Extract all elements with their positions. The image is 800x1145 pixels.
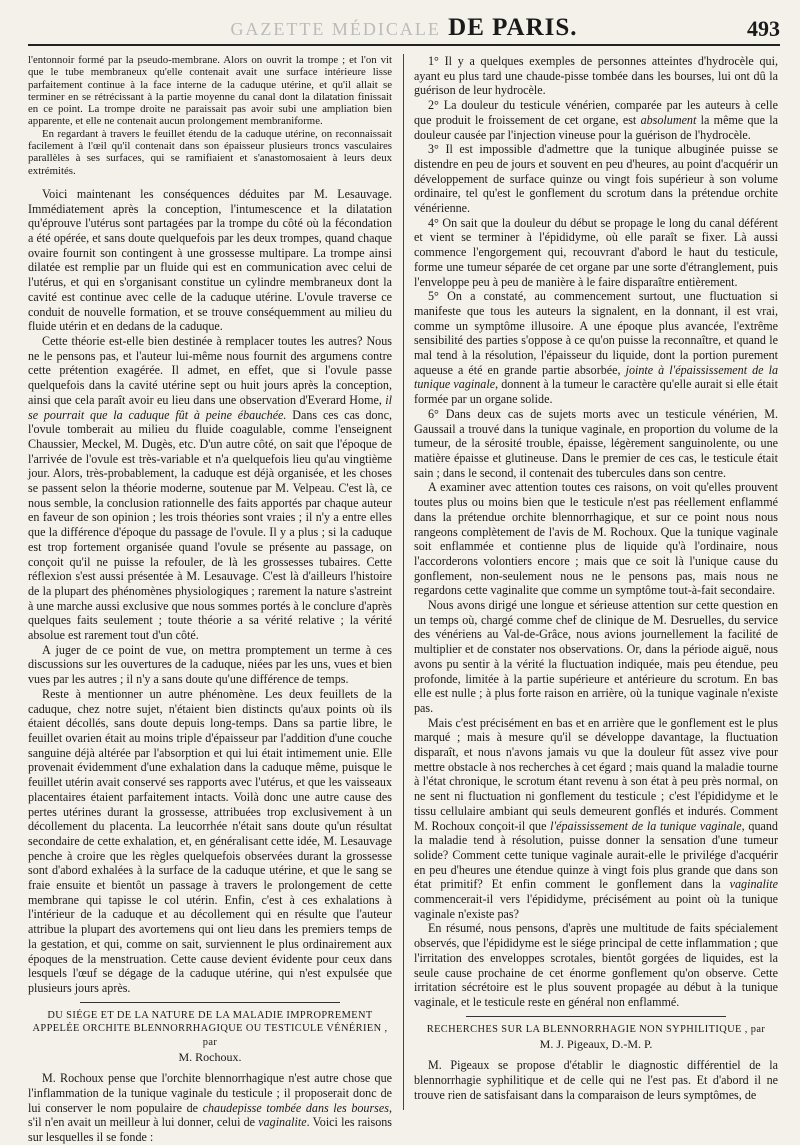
paragraph: A juger de ce point de vue, on mettra promptement un terme à ces discussions sur les ouvertures de la caduque, niées par les uns, vues et bien vues par les autres ; il n'y a sans doute qu'une différence de temps. (28, 642, 392, 687)
paragraph: M. Rochoux pense que l'orchite blennorrhagique n'est autre chose que l'inflammation de la tunique vaginale du testicule ; il proposerait donc de lui conserver le nom populaire de chaudepisse tombée dans les bourses, s'il n'en avait un meilleur à lui donner, celui de vaginalite. Voici les raisons sur lesquelles il se fonde : (28, 1071, 392, 1144)
page-number: 493 (747, 16, 780, 41)
section-divider (466, 1016, 726, 1017)
paragraph: Voici maintenant les conséquences déduites par M. Lesauvage. Immédiatement après la conception, l'intumescence et la dilatation qu'éprouve l'utérus sont partagées par la trompe du côté où la fécondation a été opérée, et sans doute quelquefois par les deux trompes, quand chaque ovaire fournit son contingent à une grossesse multipare. La trompe ainsi dilatée est remplie par un fluide qui est en communication avec celui de l'utérus, et qui en s'organisant constitue un cylindre membraneux dont la cavité est continue avec celle de la caduque utérine. L'ovule traverse ce conduit de nouvelle formation, et se trouve conséquemment au milieu du fluide utérin et en dedans de la caduque. (28, 186, 392, 334)
newspaper-page (28, 10, 780, 1144)
paragraph: 1° Il y a quelques exemples de personnes atteintes d'hydrocèle qui, ayant eu plus tard une chaude-pisse tombée dans les bourses, lui ont dû la guérison de leur hydrocèle. (414, 54, 778, 98)
section-author: M. J. Pigeaux, D.-M. P. (539, 1037, 653, 1052)
paragraph: 6° Dans deux cas de sujets morts avec un testicule vénérien, M. Gaussail a trouvé dans la tunique vaginale, en proportion du volume de la tumeur, de la sérosité trouble, épaisse, légèrement sanguinolente, ou une matière épaisse et glutineuse. Dans le premier de ces cas, le testicule était sain ; dans le second, il contenait des tubercules dans son centre. (414, 406, 778, 480)
section-divider (80, 1002, 340, 1003)
paragraph: Cette théorie est-elle bien destinée à remplacer toutes les autres? Nous ne le pensons pas, et l'auteur lui-même nous fournit des argumens contre cette prétention exagérée. Il admet, en effet, que si l'ovule passe quelquefois dans la cavité utérine sept ou huit jours après la conception, ainsi que cela paraît avoir eu lieu dans une observation d'Everard Home, il se pourrait que la caduque fût à peine ébauchée. Dans ces cas donc, l'ovule tomberait au milieu du fluide coagulable, comme l'enseignent Chaussier, Meckel, M. Dugès, etc. D'un autre côté, on sait que l'époque de l'arrivée de l'ovule est très-variable et n'a quelquefois lieu qu'au vingtième jour. Alors, très-probablement, la caduque est déjà organisée, et les choses se passent selon la théorie moderne, soutenue par M. Velpeau. C'est là, ce nous semble, la conclusion rationnelle des faits apportés par chaque auteur en faveur de son opinion ; les trois théories sont vraies ; il n'y a entre elles que la différence d'époque du passage de l'ovule. Il y a plus ; si la caduque est trop fortement organisée quand l'ovule se présente au passage, on conçoit qu'il ne puisse la refouler, de là les grossesses tubaires. Cette réflexion s'est aussi présentée à M. Lesauvage. C'est là d'ailleurs l'histoire de la plupart des phénomènes physiologiques ; rarement la nature s'astreint à une marche aussi exclusive que nous sommes portés à le conclure d'après quelques faits seulement ; toute théorie a sa vérité relative ; la vérité absolue est rarement tout d'un côté. (28, 334, 392, 643)
left-column (28, 54, 392, 1144)
paragraph: A examiner avec attention toutes ces raisons, on voit qu'elles prouvent toutes plus ou moins bien que le testicule n'est pas réellement enflammé dans la prétendue orchite blennorrhagique, et sur ce point nous nous rangeons complètement de l'avis de M. Rochoux. Que la tunique vaginale soit enflammée et contienne plus de liquide qu'à l'ordinaire, nous l'accorderons volontiers encore ; mais que ce soit là l'unique cause du gonflement, non-seulement nous ne le pensons pas, mais nous ne regardons cette vaginalite que comme un symptôme tout-à-fait secondaire. (414, 480, 778, 598)
paragraph: En regardant à travers le feuillet étendu de la caduque utérine, on reconnaissait facilement à l'œil qu'il contenait dans son épaisseur plusieurs troncs vasculaires parallèles à ses surfaces, qui se ramifiaient et s'anastomosaient à leurs deux extrémités. (28, 127, 392, 177)
section-author: M. Rochoux. (178, 1050, 242, 1065)
paragraph: Mais c'est précisément en bas et en arrière que le gonflement est le plus marqué ; mais à mesure qu'il se développe davantage, la fluctuation disparaît, et nous n'avons jamais vu que la douleur fût assez vive pour mettre obstacle à nos recherches à cet égard ; mais quand la maladie tourne à l'état chronique, le scrotum étant revenu à son état à peu près normal, on ne sent ni fluctuation ni gonflement du testicule ; c'est l'épididyme et le tissu cellulaire ambiant qui seuls demeurent gonflés et indurés. Comment M. Rochoux conçoit-il que l'épaississement de la tunique vaginale, quand la maladie tend à résolution, puisse donner la sensation d'une tumeur solide? Comment cette tunique vaginale aurait-elle le privilége d'acquérir en peu d'heures une étendue quinze à vingt fois plus grande que dans son état primitif? Et enfin comment le gonflement dans la vaginalite commencerait-il vers l'épididyme, précisément au point où la tunique vaginale n'existe pas? (414, 715, 778, 921)
paragraph: Reste à mentionner un autre phénomène. Les deux feuillets de la caduque, chez notre sujet, n'étaient bien distincts qu'aux points où ils étaient décollés, sans doute depuis long-temps. Dans sa partie libre, le feuillet ovarien était au moins triple d'épaisseur par l'addition d'une couche sanguine déjà altérée par l'absorption et qui lui était intimement unie. Elle provenait évidemment d'une exhalation dans la caduque même, puisque le feuillet utérin avait conservé ses rapports avec l'utérus, et que les vaisseaux placentaires étaient parfaitement intacts. Voilà donc une autre cause des pertes utérines durant la grossesse, attribuées trop exclusivement à un décollement du placenta. La leucorrhée n'était sans doute qu'un résultat secondaire de cette exhalation, et, en généralisant cette idée, M. Lesauvage penche à croire que les règles quelquefois observées durant la grossesse sont d'abord exhalées à la surface de la caduque utérine, et que le sang se fraie ensuite et bientôt un passage à travers le prolongement de cette membrane qui tapisse le col utérin. Enfin, c'est à ces exhalations à l'intérieur de la caduque et au décollement qui en résulte que l'auteur attribue la plupart des avortemens qui ont lieu dans les premiers temps de la gestation, et qui, comme on sait, surviennent le plus ordinairement aux époques de la menstruation. Cette cause devient évidente pour ceux dans lesquels l'œuf se dégage de la caduque utérine, qui n'est expulsée que plusieurs jours après. (28, 686, 392, 995)
show-through-text: GAZETTE MÉDICALE (230, 19, 441, 39)
column-rule (403, 54, 404, 1110)
paragraph: Nous avons dirigé une longue et sérieuse attention sur cette question en un temps où, chargé comme chef de clinique de M. Desruelles, du service des vénériens au Val-de-Grâce, nous avions journellement la facilité de multiplier et de constater nos observations. Or, dans la période aiguë, nous avons pu sentir à la vérité la fluctuation indiquée, mais peu étendue, peu profonde, limitée à la partie supérieure et antérieure du scrotum. En bas elle est nulle ; à plus forte raison en arrière, où la tunique vaginale n'existe pas. (414, 598, 778, 715)
right-column (414, 54, 778, 1110)
text-columns (28, 54, 780, 1144)
journal-title: DE PARIS. (448, 14, 578, 41)
page-header (28, 10, 780, 46)
section-heading: RECHERCHES SUR LA BLENNORRHAGIE NON SYPHILITIQUE , par (426, 1023, 766, 1035)
paragraph: 4° On sait que la douleur du début se propage le long du canal déférent et vient se terminer à l'épididyme, où elle paraît se fixer. Là aussi commence l'engorgement qui, recouvrant d'abord le haut du testicule, forme une tumeur séparée de cet organe par une sorte d'étranglement, puis l'enveloppe peu à peu de manière à le faire disparaître entièrement. (414, 215, 778, 289)
paragraph: 3° Il est impossible d'admettre que la tunique albuginée puisse se distendre en peu de jours et souvent en peu d'heures, au point d'acquérir un développement de surface quinze ou vingt fois supérieur à son volume ordinaire, tel qu'est le gonflement du scrotum dans la prétendue orchite vénérienne. (414, 142, 778, 216)
paragraph: En résumé, nous pensons, d'après une multitude de faits spécialement observés, que l'épididyme est le siége principal de cette inflammation ; que l'irritation des enveloppes scrotales, bientôt gorgées de liquides, est la seule cause prochaine de cet énorme gonflement qu'on observe. Cette irritation sécrétoire est le plus souvent propagée au début à la tunique vaginale, et le testicule reste en général non enflammé. (414, 921, 778, 1009)
paragraph: M. Pigeaux se propose d'établir le diagnostic différentiel de la blennorrhagie syphilitique et de celle qui ne l'est pas. Et d'abord il ne trouve rien de satisfaisant dans la comparaison de leurs symptômes, de (414, 1058, 778, 1102)
paragraph: 5° On a constaté, au commencement surtout, une fluctuation si manifeste que tous les auteurs la signalent, en la donnant, il est vrai, comme un symptôme illusoire. A une époque plus avancée, l'extrême sensibilité des parties s'oppose à ce qu'on puisse la reconnaître, et quand le mal tend à la résolution, l'épaisseur du liquide, dont la portion purement aqueuse a été en grande partie absorbée, jointe à l'épaississement de la tunique vaginale, donnent à la tumeur le caractère qu'elle aurait si elle était formée par un organe solide. (414, 289, 778, 407)
running-title (28, 14, 780, 42)
paragraph: l'entonnoir formé par la pseudo-membrane. Alors on ouvrit la trompe ; et l'on vit que le tube membraneux qu'elle contenait avait une surface intérieure lisse parfaitement continue à la face interne de la caduque utérine, et qu'il allait se terminer en se rétrécissant à la partie moyenne du canal dont la dilatation finissait en ce point. La trompe droite ne paraissait pas avoir subi une ampliation bien apparente, et elle ne contenait aucun prolongement membraniforme. (28, 54, 392, 128)
paragraph: 2° La douleur du testicule vénérien, comparée par les auteurs à celle que produit le froissement de cet organe, est absolument la même que la douleur causée par l'injection vineuse pour la guérison de l'hydrocèle. (414, 98, 778, 142)
section-heading: DU SIÉGE ET DE LA NATURE DE LA MALADIE IMPROPREMENT APPELÉE ORCHITE BLENNORRHAGIQUE OU TESTICULE VÉNÉRIEN , par (32, 1009, 388, 1048)
